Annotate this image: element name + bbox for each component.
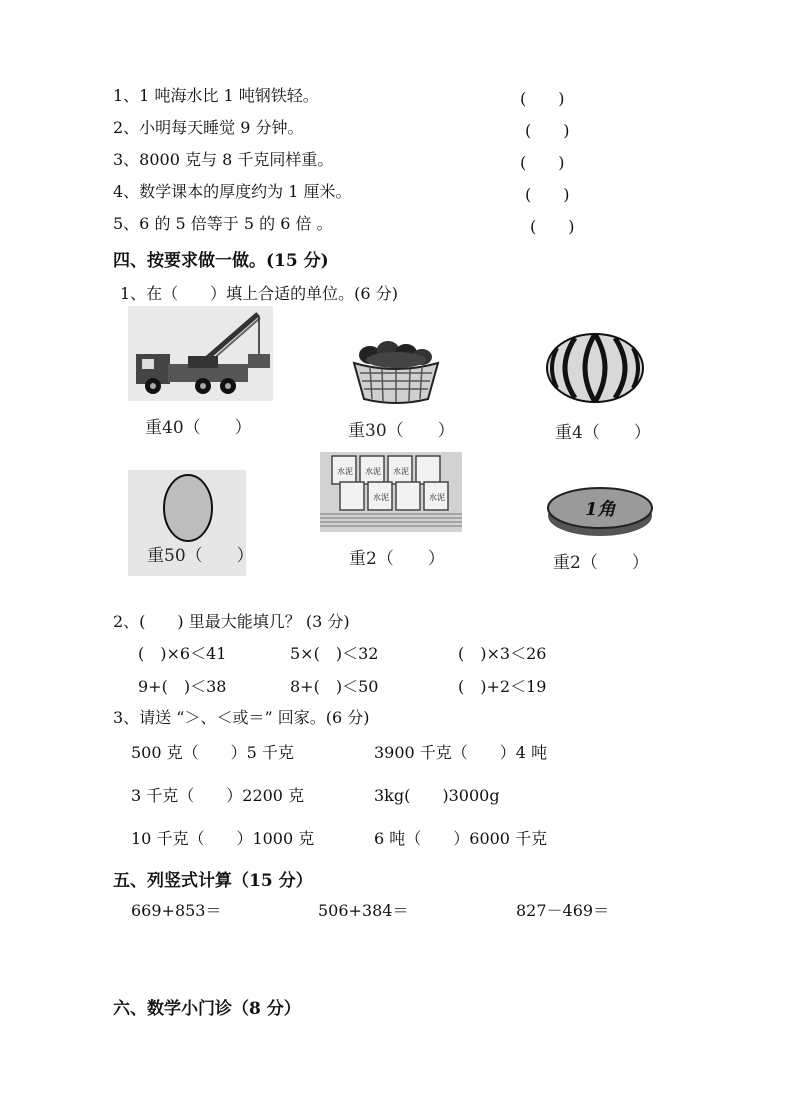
coin-text: 1角 — [585, 499, 616, 520]
q3-cell[interactable]: 500 克（ ）5 千克 — [131, 743, 294, 762]
q2-cell[interactable]: ( )+2＜19 — [458, 677, 547, 696]
judge-answer-3[interactable]: ( ) — [520, 153, 565, 172]
q1-prompt: 1、在（ ）填上合适的单位。(6 分) — [120, 284, 398, 303]
judge-answer-5[interactable]: ( ) — [530, 217, 575, 236]
section-6-title: 六、数学小门诊（8 分） — [113, 999, 301, 1019]
picture-5-label: 重2（ ） — [349, 549, 445, 569]
section-4-title: 四、按要求做一做。(15 分) — [113, 251, 329, 271]
judge-answer-4[interactable]: ( ) — [525, 185, 570, 204]
q2-prompt: 2、( ) 里最大能填几？ (3 分) — [113, 612, 350, 631]
q2-cell[interactable]: ( )×6＜41 — [138, 644, 227, 663]
q2-cell[interactable]: 9+( )＜38 — [138, 677, 227, 696]
cement-bag-text: 水泥 — [365, 467, 381, 476]
q2-cell[interactable]: 5×( )＜32 — [290, 644, 379, 663]
cement-bags-icon — [320, 452, 462, 532]
cement-bag-text: 水泥 — [373, 493, 389, 502]
cement-bag-text: 水泥 — [337, 467, 353, 476]
q3-cell[interactable]: 3kg( )3000g — [374, 786, 500, 805]
q2-cell[interactable]: 8+( )＜50 — [290, 677, 379, 696]
section-5-title: 五、列竖式计算（15 分） — [113, 871, 313, 891]
picture-4-label: 重50（ ） — [147, 546, 254, 566]
picture-1-label: 重40（ ） — [145, 418, 252, 438]
calc-item-3: 827－469＝ — [516, 901, 610, 920]
judge-item-1: 1、1 吨海水比 1 吨钢铁轻。 — [113, 86, 319, 105]
calc-item-1: 669+853＝ — [131, 901, 222, 920]
calc-item-2: 506+384＝ — [318, 901, 409, 920]
cement-bag-text: 水泥 — [429, 493, 445, 502]
cement-bag-text: 水泥 — [393, 467, 409, 476]
judge-item-4: 4、数学课本的厚度约为 1 厘米。 — [113, 182, 352, 201]
judge-item-2: 2、小明每天睡觉 9 分钟。 — [113, 118, 304, 137]
q3-cell[interactable]: 3900 千克（ ）4 吨 — [374, 743, 548, 762]
picture-3-label: 重4（ ） — [555, 423, 651, 443]
crane-truck-icon — [128, 306, 273, 401]
judge-answer-2[interactable]: ( ) — [525, 121, 570, 140]
picture-6-label: 重2（ ） — [553, 553, 649, 573]
q3-cell[interactable]: 10 千克（ ）1000 克 — [131, 829, 315, 848]
q2-cell[interactable]: ( )×3＜26 — [458, 644, 547, 663]
judge-answer-1[interactable]: ( ) — [520, 89, 565, 108]
picture-2-label: 重30（ ） — [348, 421, 455, 441]
q3-prompt: 3、请送 “＞、＜或＝” 回家。(6 分) — [113, 708, 370, 727]
judge-item-5: 5、6 的 5 倍等于 5 的 6 倍 。 — [113, 214, 333, 233]
watermelon-icon — [545, 332, 645, 404]
judge-item-3: 3、8000 克与 8 千克同样重。 — [113, 150, 334, 169]
coin-icon — [545, 482, 655, 540]
q3-cell[interactable]: 3 千克（ ）2200 克 — [131, 786, 305, 805]
fruit-basket-icon — [350, 335, 442, 405]
q3-cell[interactable]: 6 吨（ ）6000 千克 — [374, 829, 548, 848]
